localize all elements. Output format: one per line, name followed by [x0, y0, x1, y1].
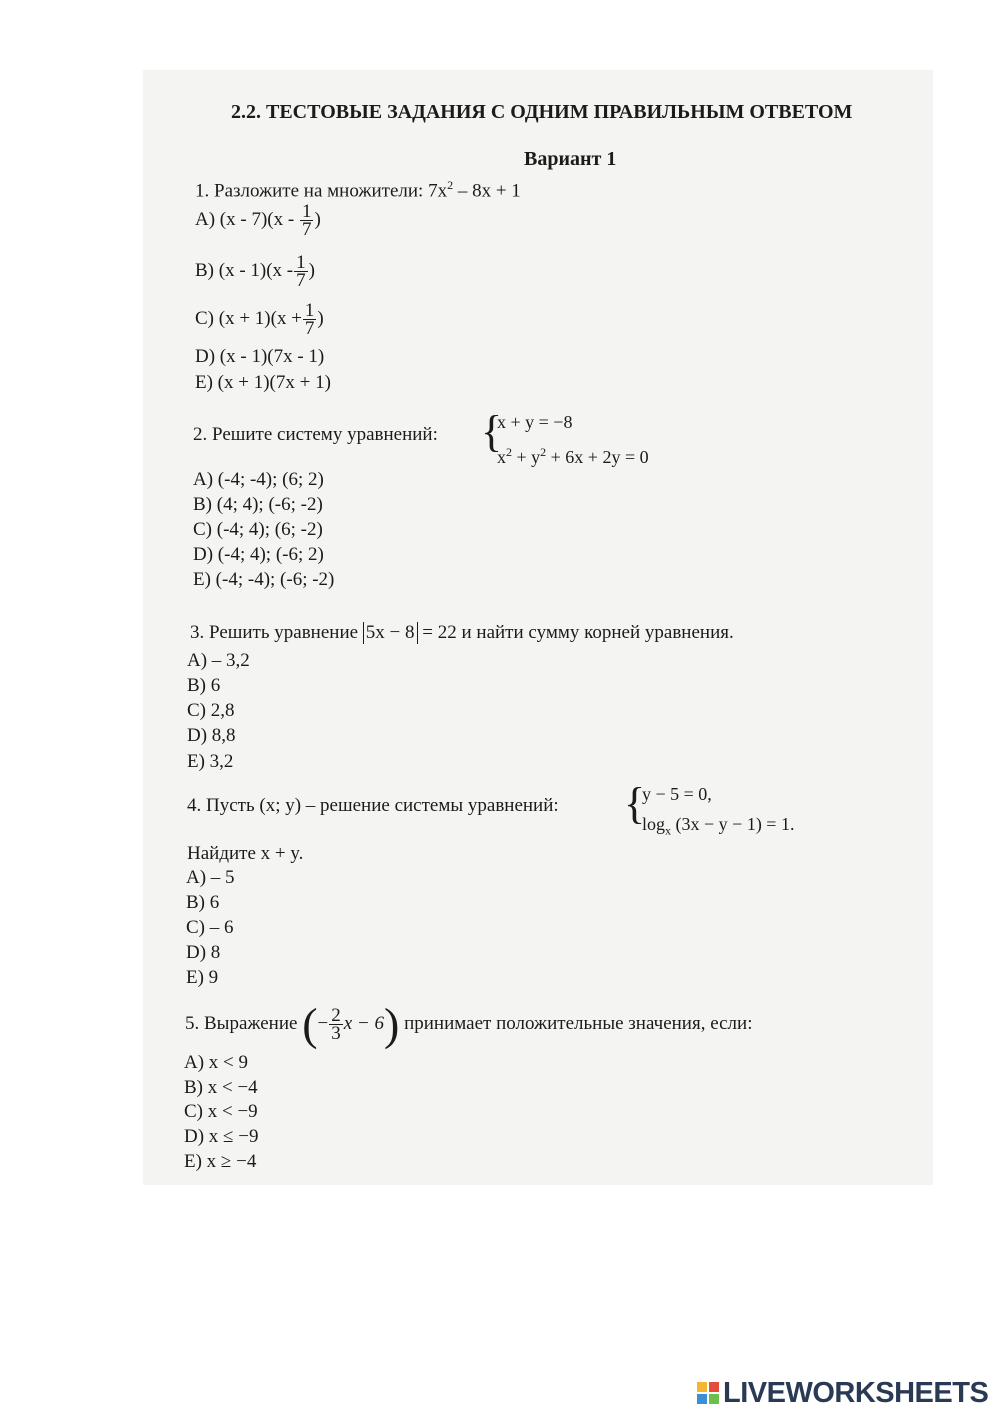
logo-grid-icon — [697, 1382, 719, 1404]
question-1-option-a: A) (x - 7)(x - $\frac{1}{7}$ ) — [195, 201, 321, 240]
logo-square-3 — [697, 1394, 707, 1404]
question-1-option-b: B) (x - 1)(x - $\frac{1}{7}$ ) — [195, 252, 315, 291]
question-4-equation-2: $\log_x (3x - y - 1) = 1$. — [642, 814, 795, 838]
question-4-find: Найдите x + y. — [187, 843, 304, 864]
question-4-option-c: C) – 6 — [186, 917, 234, 938]
question-3-option-d: D) 8,8 — [187, 725, 236, 746]
question-5-option-d: D) x ≤ −9 — [184, 1126, 259, 1147]
question-1-option-e: E) (x + 1)(7x + 1) — [195, 372, 331, 393]
question-4-option-b: B) 6 — [186, 892, 220, 913]
question-1-text: 1. Разложите на множители: $7x^2 - 8x + 1$ — [195, 178, 521, 202]
page-title: 2.2. ТЕСТОВЫЕ ЗАДАНИЯ С ОДНИМ ПРАВИЛЬНЫМ ОТВЕТОМ — [231, 101, 853, 123]
question-5-option-b: B) x < −4 — [184, 1077, 258, 1098]
question-3-option-c: C) 2,8 — [187, 700, 235, 721]
question-4-equation-1: y − 5 = 0, — [642, 784, 712, 804]
question-3-text: 3. Решить уравнение 5x − 8 = 22 и найти сумму корней уравнения. — [190, 622, 734, 643]
liveworksheets-logo[interactable] — [697, 1376, 988, 1410]
question-2-option-e: E) (-4; -4); (-6; -2) — [193, 569, 335, 590]
question-5-text: 5. Выражение (− $\frac{2}{3}$ x − 6) принимает положительные значения, если: — [185, 998, 753, 1050]
question-2-option-b: B) (4; 4); (-6; -2) — [193, 494, 323, 515]
question-2-equation-2: $x^2 + y^2 + 6x + 2y = 0$ — [497, 445, 649, 467]
system-brace: { — [481, 407, 503, 456]
question-3-option-a: A) – 3,2 — [187, 650, 250, 671]
logo-text: LIVEWORKSHEETS — [723, 1376, 989, 1409]
question-4-text: 4. Пусть (x; y) – решение системы уравнений: — [187, 795, 559, 816]
logo-square-4 — [709, 1394, 719, 1404]
question-5-option-c: C) x < −9 — [184, 1101, 258, 1122]
question-2-text: 2. Решите систему уравнений: — [193, 424, 438, 445]
question-5-option-a: A) x < 9 — [184, 1052, 249, 1073]
question-2-equation-1: x + y = −8 — [497, 412, 573, 432]
variant-title: Вариант 1 — [524, 148, 617, 170]
question-1-option-d: D) (x - 1)(7x - 1) — [195, 346, 325, 367]
question-1-option-c: C) (x + 1)(x + $\frac{1}{7}$ ) — [195, 300, 324, 339]
question-4-option-a: A) – 5 — [186, 867, 235, 888]
question-2-option-a: A) (-4; -4); (6; 2) — [193, 469, 324, 490]
question-3-option-e: E) 3,2 — [187, 751, 234, 772]
question-2-option-c: C) (-4; 4); (6; -2) — [193, 519, 323, 540]
logo-square-1 — [697, 1382, 707, 1392]
question-2-option-d: D) (-4; 4); (-6; 2) — [193, 544, 324, 565]
question-4-option-d: D) 8 — [186, 942, 221, 963]
question-3-option-b: B) 6 — [187, 675, 221, 696]
question-5-option-e: E) x ≥ −4 — [184, 1151, 257, 1172]
question-4-option-e: E) 9 — [186, 967, 219, 988]
system-brace: { — [624, 779, 646, 828]
logo-square-2 — [709, 1382, 719, 1392]
